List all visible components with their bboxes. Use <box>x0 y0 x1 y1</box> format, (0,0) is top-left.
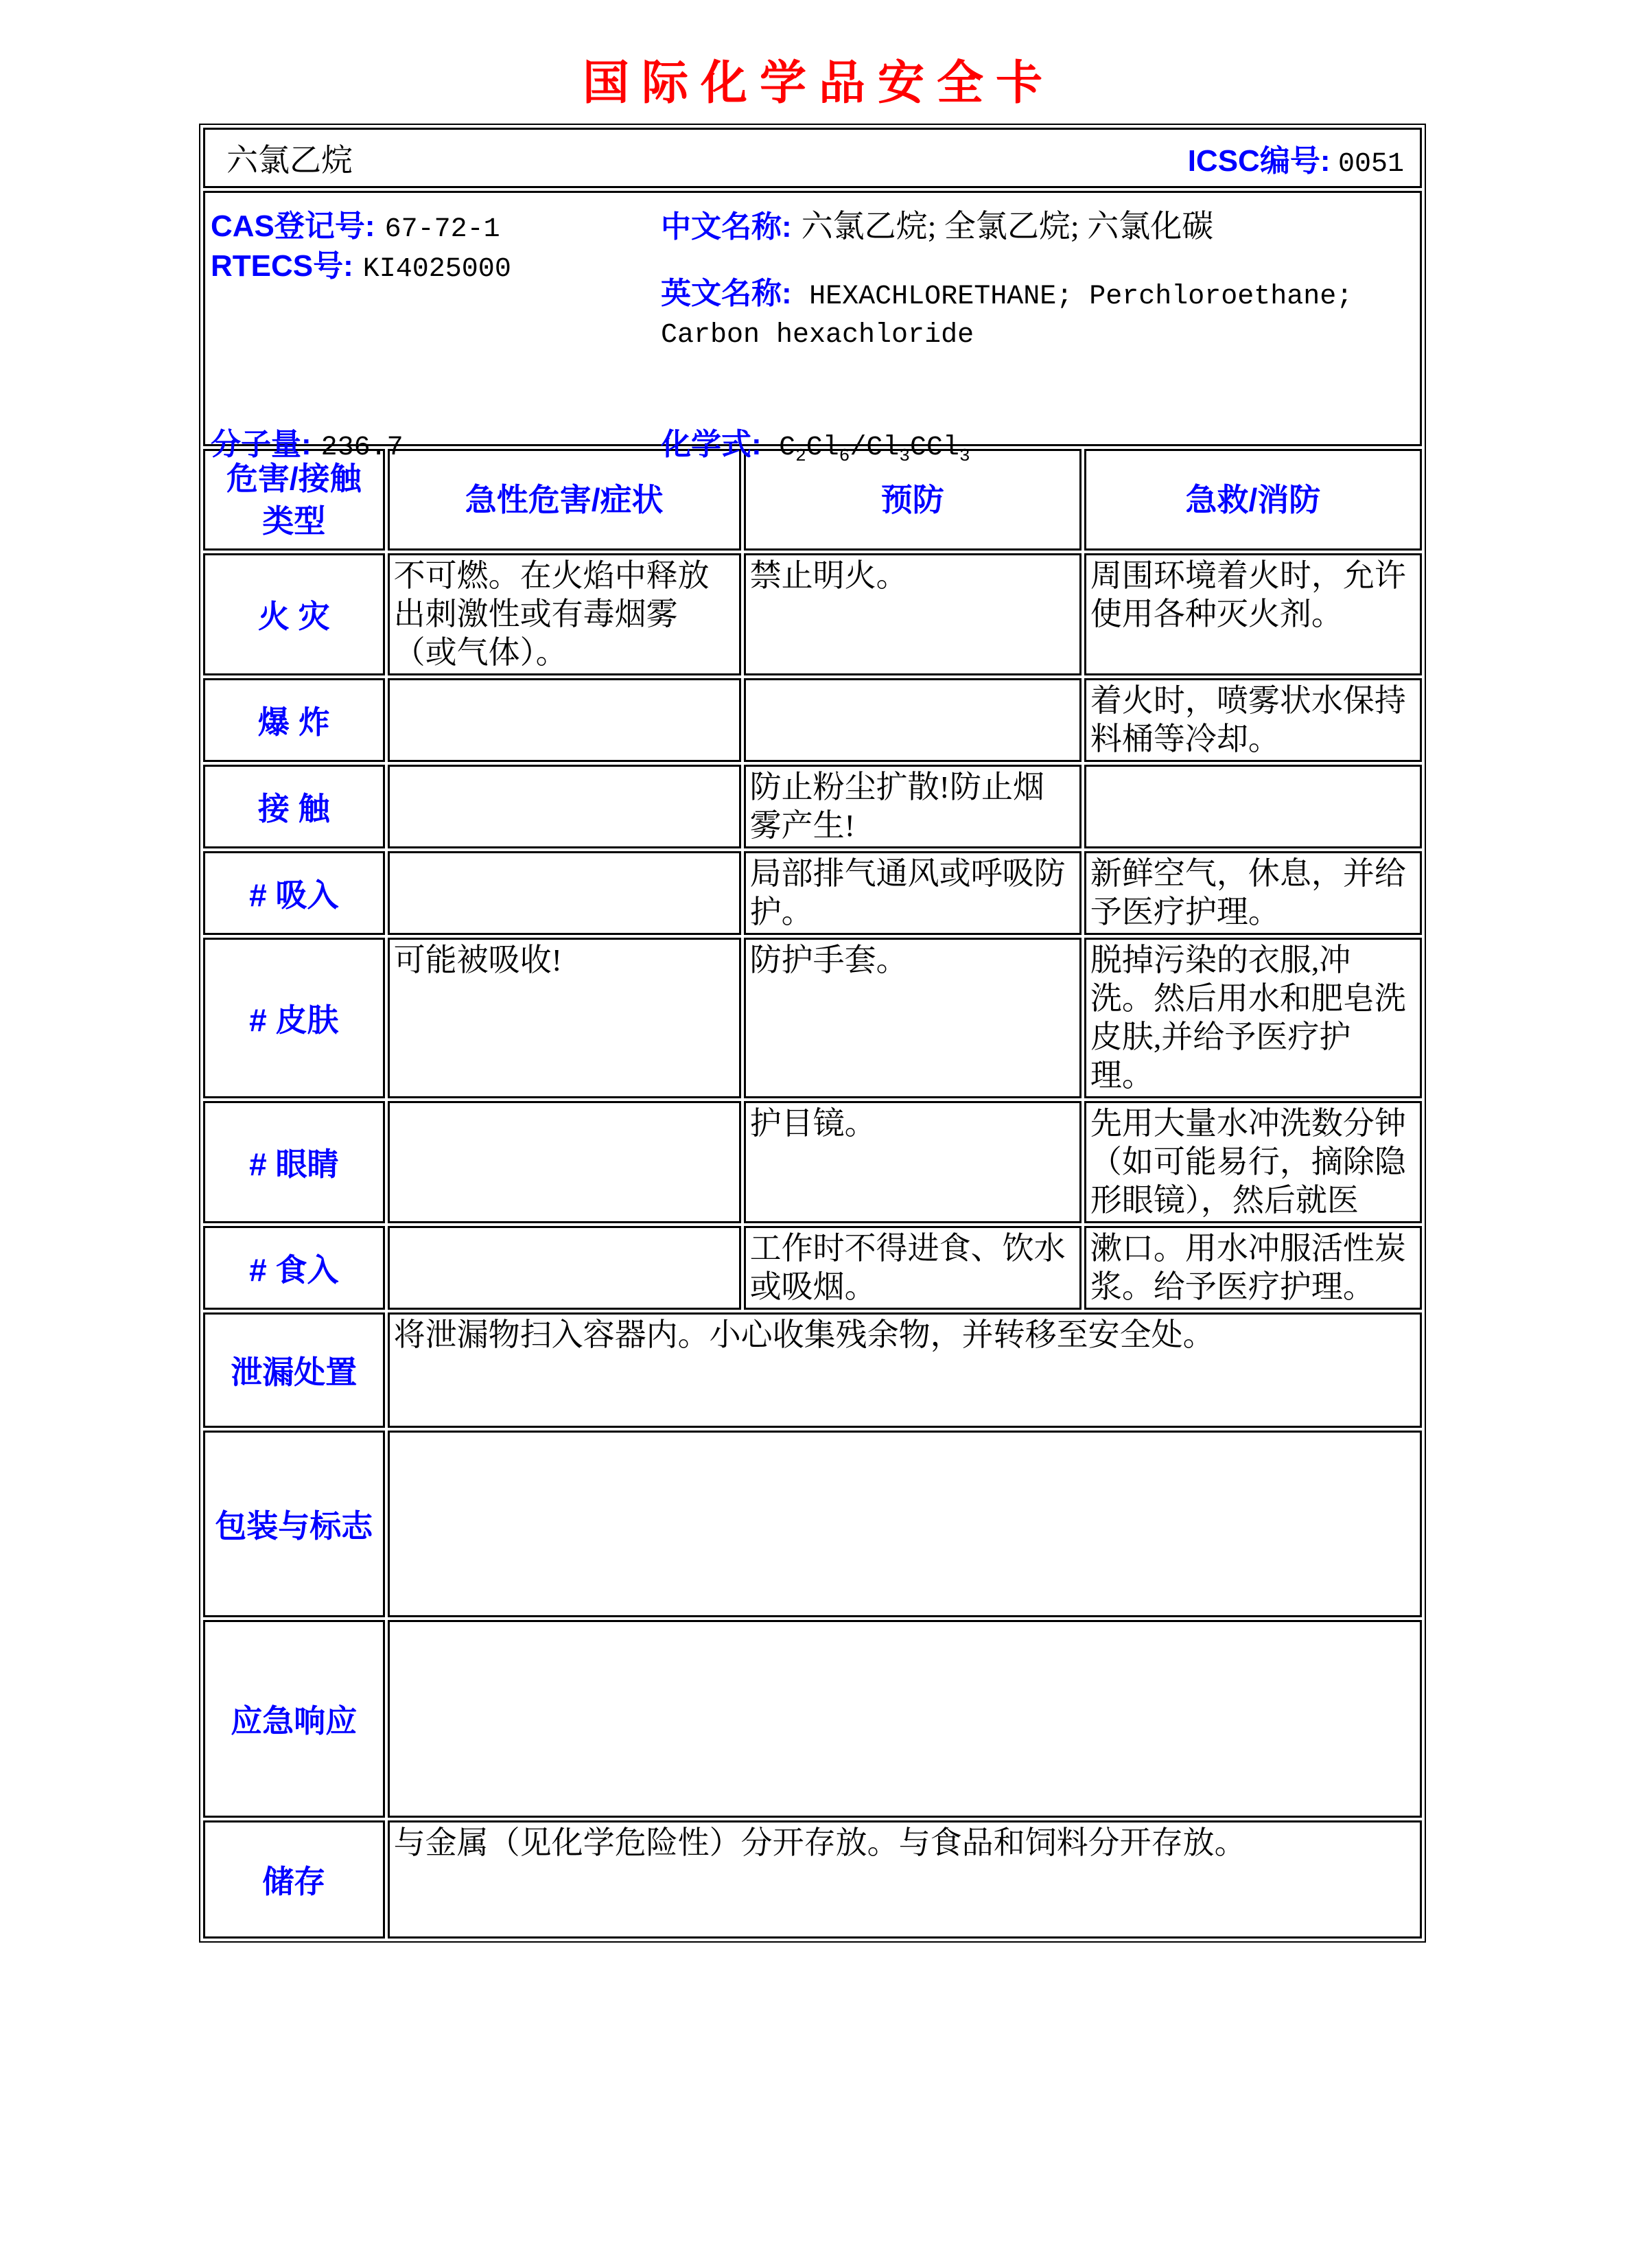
inhalation-label: # 吸入 <box>203 851 385 935</box>
storage-label: 储存 <box>203 1820 385 1939</box>
fire-prevention-cell: 禁止明火。 <box>744 553 1082 675</box>
rtecs-label: RTECS号: <box>211 249 353 283</box>
eyes-prevention-cell: 护目镜。 <box>744 1101 1082 1223</box>
ingestion-prevention-cell: 工作时不得进食、饮水或吸烟。 <box>744 1226 1082 1310</box>
chinese-name-value: 六氯乙烷; 全氯乙烷; 六氯化碳 <box>801 209 1214 244</box>
hazard-row-eyes <box>203 1101 1422 1223</box>
packaging-content-cell <box>388 1431 1422 1617</box>
rtecs-value: KI4025000 <box>362 254 511 285</box>
hazard-row-ingestion <box>203 1226 1422 1310</box>
explosion-prevention-cell <box>744 678 1082 762</box>
fire-firstaid-cell: 周围环境着火时，允许使用各种灭火剂。 <box>1084 553 1422 675</box>
icsc-card-table <box>199 124 1426 1943</box>
chemical-formula-label: 化学式: <box>661 428 762 461</box>
chinese-name-label: 中文名称: <box>661 210 792 244</box>
english-name-label: 英文名称: <box>661 277 792 310</box>
emergency-response-content-cell <box>388 1620 1422 1818</box>
identity-cell <box>203 191 1422 466</box>
cas-label: CAS登记号: <box>211 209 375 243</box>
section-row-storage <box>203 1820 1422 1939</box>
english-name-line <box>661 274 1413 355</box>
emergency-response-label: 应急响应 <box>203 1620 385 1818</box>
contact-prevention-cell: 防止粉尘扩散!防止烟雾产生! <box>744 765 1082 848</box>
hazard-row-fire <box>203 553 1422 675</box>
skin-symptoms-cell: 可能被吸收! <box>388 938 741 1098</box>
molecular-weight-value: 236.7 <box>320 432 404 463</box>
spillage-label: 泄漏处置 <box>203 1312 385 1428</box>
molecular-weight-label: 分子量: <box>211 428 312 461</box>
hazard-row-skin <box>203 938 1422 1098</box>
substance-header-row <box>203 128 1422 188</box>
section-row-emergency-response <box>203 1620 1422 1818</box>
skin-firstaid-cell: 脱掉污染的衣服,冲洗。然后用水和肥皂洗皮肤,并给予医疗护理。 <box>1084 938 1422 1098</box>
rtecs-number-line <box>211 241 511 285</box>
english-name-value-line2: Carbon hexachloride <box>661 320 974 351</box>
col-header-firstaid: 急救/消防 <box>1084 449 1422 551</box>
explosion-firstaid-cell: 着火时，喷雾状水保持料桶等冷却。 <box>1084 678 1422 762</box>
molecular-weight-line <box>211 419 404 463</box>
identity-row <box>203 191 1422 446</box>
explosion-label: 爆 炸 <box>203 678 385 762</box>
hazard-header-row <box>203 449 1422 551</box>
eyes-firstaid-cell: 先用大量水冲洗数分钟（如可能易行，摘除隐形眼镜），然后就医 <box>1084 1101 1422 1223</box>
spillage-content-cell: 将泄漏物扫入容器内。小心收集残余物，并转移至安全处。 <box>388 1312 1422 1428</box>
ingestion-firstaid-cell: 漱口。用水冲服活性炭浆。给予医疗护理。 <box>1084 1226 1422 1310</box>
fire-symptoms-cell: 不可燃。在火焰中释放出刺激性或有毒烟雾（或气体）。 <box>388 553 741 675</box>
contact-symptoms-cell <box>388 765 741 848</box>
chinese-name-line <box>661 201 1213 246</box>
explosion-symptoms-cell <box>388 678 741 762</box>
col-header-prevention: 预防 <box>744 449 1082 551</box>
page-title: 国际化学品安全卡 <box>582 57 1055 109</box>
inhalation-prevention-cell: 局部排气通风或呼吸防护。 <box>744 851 1082 935</box>
col-header-hazard-type: 危害/接触 类型 <box>203 449 385 551</box>
ingestion-symptoms-cell <box>388 1226 741 1310</box>
icsc-number-label: ICSC编号: <box>1187 144 1331 178</box>
cas-number-line <box>211 201 500 245</box>
section-row-spillage <box>203 1312 1422 1428</box>
hazard-row-contact <box>203 765 1422 848</box>
icsc-document-page <box>0 59 1625 2268</box>
eyes-label: # 眼睛 <box>203 1101 385 1223</box>
skin-prevention-cell: 防护手套。 <box>744 938 1082 1098</box>
contact-firstaid-cell <box>1084 765 1422 848</box>
chemical-formula-value: $C_2Cl_6/Cl_3CCl_3$ <box>779 432 970 466</box>
contact-label: 接 触 <box>203 765 385 848</box>
fire-label: 火 灾 <box>203 553 385 675</box>
substance-name: 六氯乙烷 <box>226 143 353 178</box>
ingestion-label: # 食入 <box>203 1226 385 1310</box>
hazard-row-explosion <box>203 678 1422 762</box>
packaging-label: 包装与标志 <box>203 1431 385 1617</box>
english-name-value-line1: HEXACHLORETHANE; Perchloroethane; <box>809 281 1353 312</box>
icsc-number-value: 0051 <box>1337 149 1404 180</box>
eyes-symptoms-cell <box>388 1101 741 1223</box>
chemical-formula-line <box>661 419 970 466</box>
inhalation-firstaid-cell: 新鲜空气，休息，并给予医疗护理。 <box>1084 851 1422 935</box>
col-header-symptoms: 急性危害/症状 <box>388 449 741 551</box>
section-row-packaging <box>203 1431 1422 1617</box>
cas-value: 67-72-1 <box>384 214 500 245</box>
skin-label: # 皮肤 <box>203 938 385 1098</box>
substance-header-cell <box>203 128 1422 188</box>
inhalation-symptoms-cell <box>388 851 741 935</box>
icsc-number-group <box>1188 136 1404 180</box>
storage-content-cell: 与金属（见化学危险性）分开存放。与食品和饲料分开存放。 <box>388 1820 1422 1939</box>
hazard-row-inhalation <box>203 851 1422 935</box>
